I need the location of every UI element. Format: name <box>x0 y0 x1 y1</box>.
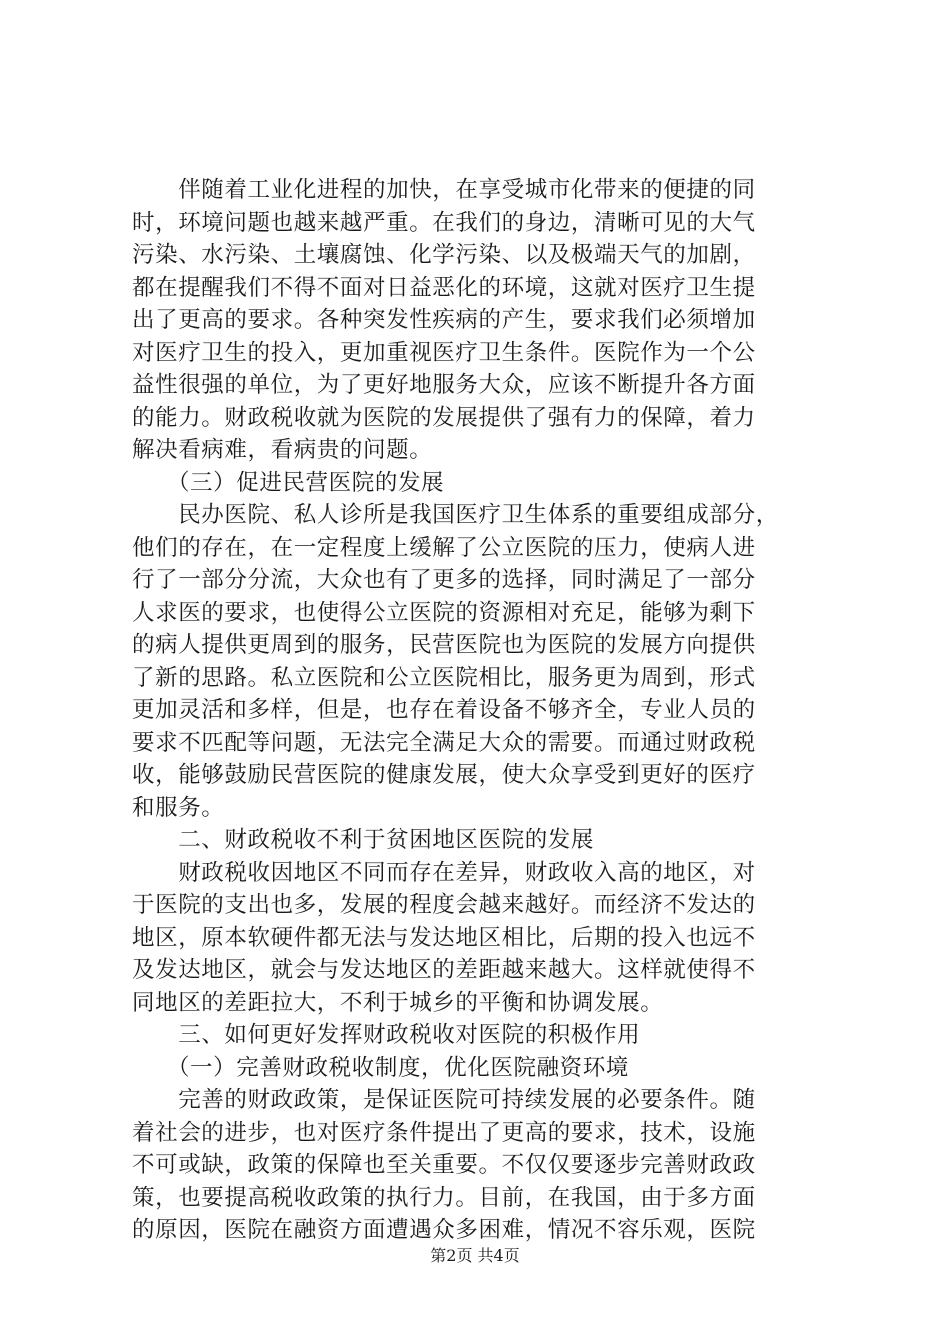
text-line: 及发达地区，就会与发达地区的差距越来越大。这样就使得不 <box>132 957 756 983</box>
text-line: 三、如何更好发挥财政税收对医院的积极作用 <box>132 1022 641 1048</box>
text-line: 时，环境问题也越来越严重。在我们的身边，清晰可见的大气 <box>132 209 756 236</box>
text-line: 着社会的进步，也对医疗条件提出了更高的要求，技术，设施 <box>132 1119 756 1146</box>
text-line: 于医院的支出也多，发展的程度会越来越好。而经济不发达的 <box>132 892 756 918</box>
text-line: 和服务。 <box>132 794 225 821</box>
text-line: 污染、水污染、土壤腐蚀、化学污染、以及极端天气的加剧， <box>132 242 756 268</box>
text-line: 策，也要提高税收政策的执行力。目前，在我国，由于多方面 <box>132 1184 756 1211</box>
text-line: 的病人提供更周到的服务，民营医院也为医院的发展方向提供 <box>132 632 756 658</box>
text-line: 收，能够鼓励民营医院的健康发展，使大众享受到更好的医疗 <box>132 762 756 788</box>
text-line: 地区，原本软硬件都无法与发达地区相比，后期的投入也远不 <box>132 924 756 951</box>
text-line: 解决看病难，看病贵的问题。 <box>132 437 433 463</box>
text-line: 人求医的要求，也使得公立医院的资源相对充足，能够为剩下 <box>132 599 756 626</box>
text-line: 他们的存在，在一定程度上缓解了公立医院的压力，使病人进 <box>132 534 756 561</box>
text-line: 的能力。财政税收就为医院的发展提供了强有力的保障，着力 <box>132 404 756 431</box>
text-line: 不可或缺，政策的保障也至关重要。不仅仅要逐步完善财政政 <box>132 1152 756 1178</box>
text-line: 二、财政税收不利于贫困地区医院的发展 <box>132 827 595 853</box>
text-line: 行了一部分分流，大众也有了更多的选择，同时满足了一部分 <box>132 567 756 593</box>
text-line: 要求不匹配等问题，无法完全满足大众的需要。而通过财政税 <box>132 729 756 756</box>
text-line: 对医疗卫生的投入，更加重视医疗卫生条件。医院作为一个公 <box>132 339 756 366</box>
text-line: 同地区的差距拉大，不利于城乡的平衡和协调发展。 <box>132 989 664 1016</box>
document-body <box>132 174 834 1247</box>
text-line: 完善的财政政策，是保证医院可持续发展的必要条件。随 <box>132 1087 756 1113</box>
text-line: 更加灵活和多样，但是，也存在着设备不够齐全，专业人员的 <box>132 697 756 723</box>
text-line: 民办医院、私人诊所是我国医疗卫生体系的重要组成部分， <box>132 502 779 528</box>
text-line: （一）完善财政税收制度，优化医院融资环境 <box>132 1054 629 1081</box>
text-line: 伴随着工业化进程的加快，在享受城市化带来的便捷的同 <box>132 177 756 203</box>
text-line: （三）促进民营医院的发展 <box>132 469 445 496</box>
text-line: 财政税收因地区不同而存在差异，财政收入高的地区，对 <box>132 859 756 886</box>
text-line: 都在提醒我们不得不面对日益恶化的环境，这就对医疗卫生提 <box>132 274 756 301</box>
text-line: 出了更高的要求。各种突发性疾病的产生，要求我们必须增加 <box>132 307 756 333</box>
page-footer: 第2页 共4页 <box>430 1246 520 1265</box>
text-line: 的原因，医院在融资方面遭遇众多困难，情况不容乐观，医院 <box>132 1217 756 1243</box>
text-line: 了新的思路。私立医院和公立医院相比，服务更为周到，形式 <box>132 664 756 691</box>
text-line: 益性很强的单位，为了更好地服务大众，应该不断提升各方面 <box>132 372 756 398</box>
